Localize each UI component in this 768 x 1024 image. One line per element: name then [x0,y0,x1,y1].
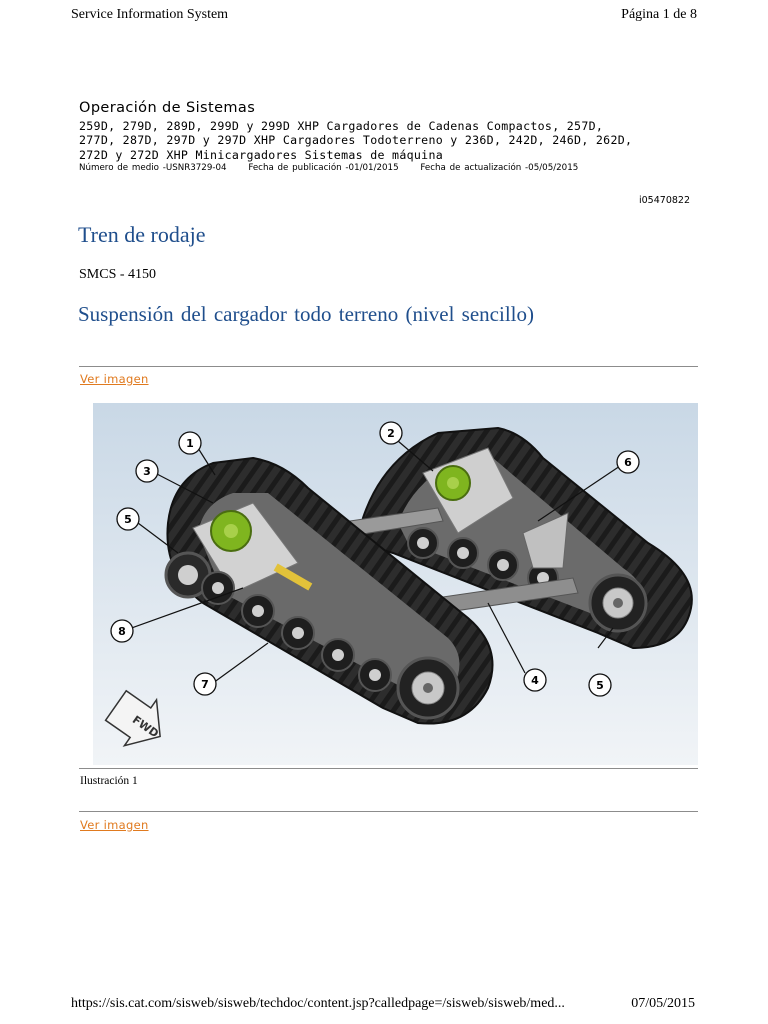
callout-7 [194,673,216,695]
callout-6 [617,451,639,473]
footer-date: 07/05/2015 [631,996,695,1011]
callout-5-right [589,674,611,696]
publication-meta [79,163,596,173]
divider-top [79,366,698,367]
document-id: i05470822 [639,195,690,206]
callout-5-left [117,508,139,530]
callout-1 [179,432,201,454]
figure-caption: Ilustración 1 [80,775,138,787]
publication-date: Fecha de publicación -01/01/2015 [248,163,399,173]
fwd-label: FWD [129,713,161,741]
view-image-link-bottom[interactable]: Ver imagen [80,818,149,832]
section-title: Operación de Sistemas [79,100,256,116]
divider-bottom [79,811,698,812]
callout-4 [524,669,546,691]
divider-figure [79,768,698,769]
callout-7-label: 7 [201,678,209,691]
update-date: Fecha de actualización -05/05/2015 [420,163,579,173]
callout-5-left-label: 5 [124,513,132,526]
model-list: 259D, 279D, 289D, 299D y 299D XHP Cargadores de Cadenas Compactos, 257D, 277D, 287D, 297D y 297D XHP Cargadores Todoterreno y 236D, 242D, 246D, 262D, 272D y 272D XHP Minicargadores Sistemas de máquina [79,119,633,162]
callout-3 [136,460,158,482]
callout-6-label: 6 [624,456,632,469]
footer-url: https://sis.cat.com/sisweb/sisweb/techdoc/content.jsp?calledpage=/sisweb/sisweb/med... [71,996,565,1011]
callout-4-label: 4 [531,674,539,687]
undercarriage-illustration [93,403,698,765]
view-image-link-top[interactable]: Ver imagen [80,372,149,386]
callout-8 [111,620,133,642]
callout-2-label: 2 [387,427,395,440]
smcs-code: SMCS - 4150 [79,267,157,282]
callout-5-right-label: 5 [596,679,604,692]
header-page-number: Página 1 de 8 [621,7,697,22]
page-title: Tren de rodaje [78,222,206,247]
callout-2 [380,422,402,444]
page-subtitle: Suspensión del cargador todo terreno (nivel sencillo) [78,302,534,326]
callout-8-label: 8 [118,625,126,638]
media-number: Número de medio -USNR3729-04 [79,163,227,173]
header-system-name: Service Information System [71,7,229,22]
callout-1-label: 1 [186,437,194,450]
callout-3-label: 3 [143,465,151,478]
